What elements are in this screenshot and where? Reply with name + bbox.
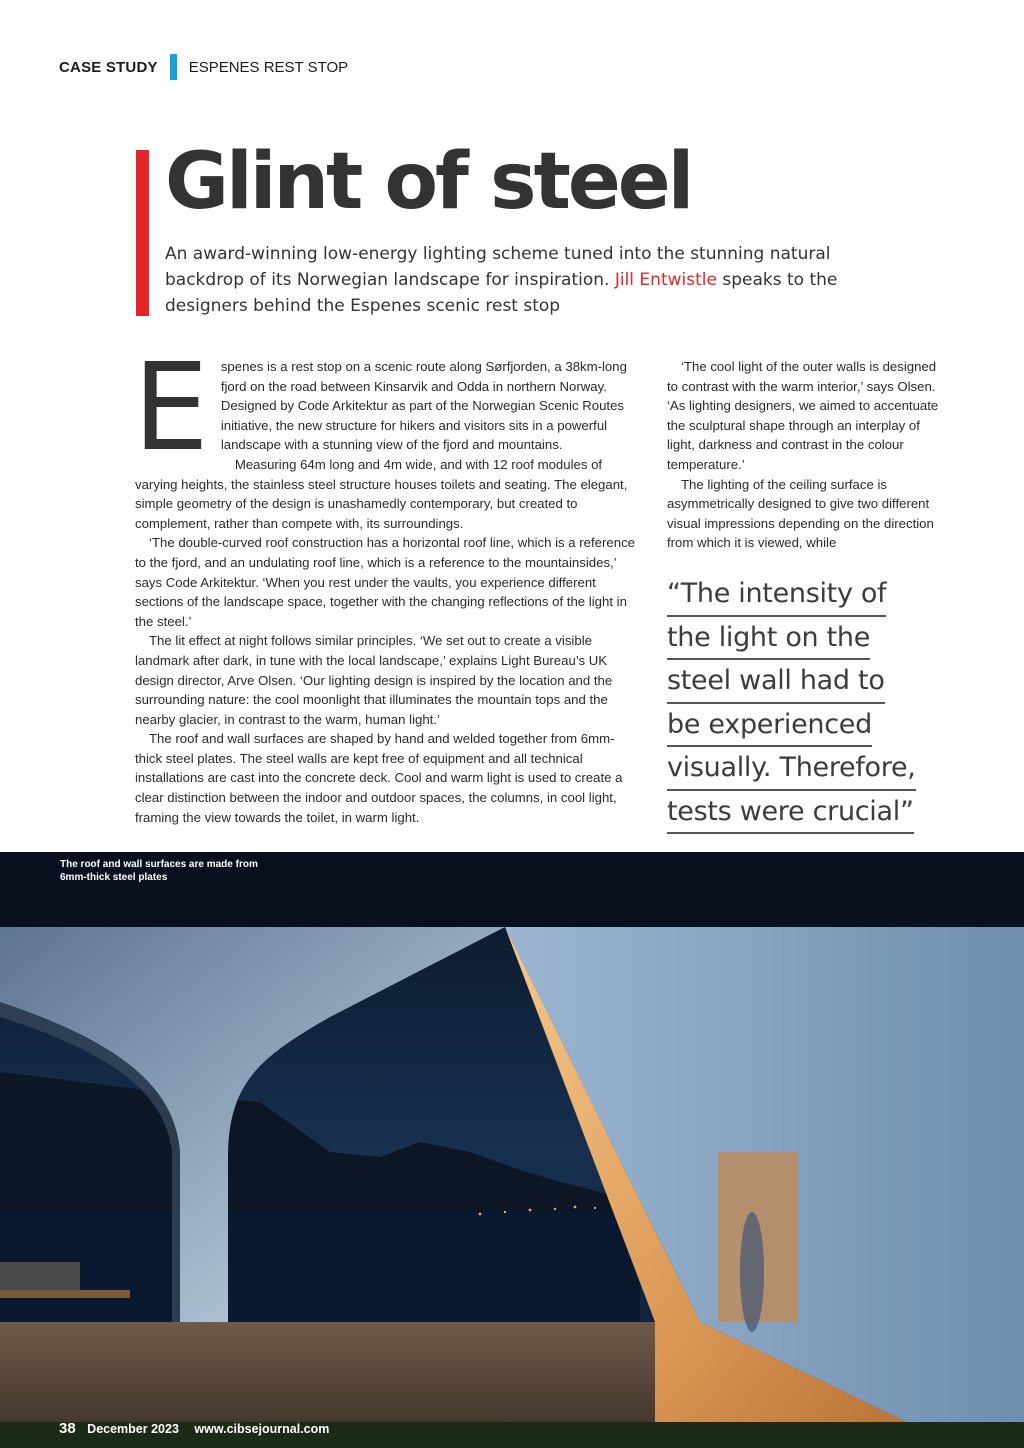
standfirst-text: An award-winning low-energy lighting scheme tuned into the stunning natural backdrop of its Norwegian landscape for inspiration.	[165, 244, 831, 290]
pull-quote-line: be experienced	[667, 704, 872, 748]
page-footer	[59, 1420, 329, 1437]
standfirst	[165, 241, 845, 319]
body-paragraph: Measuring 64m long and 4m wide, and with 12 roof modules of varying heights, the stainless steel structure houses toilets and seating. The elegant, simple geometry of the design is unashamedly contemporary, but created to complement, rather than compete with, its surroundings.	[135, 456, 628, 531]
body-column-2	[667, 357, 939, 553]
body-paragraph: The roof and wall surfaces are shaped by hand and welded together from 6mm-thick steel plates. The steel walls are kept free of equipment and all technical installations are cast into the concrete deck. Cool and warm light is used to create a clear distinction between the indoor and outdoor spaces, the columns, in cool light, framing the view towards the toilet, in warm light.	[135, 731, 623, 825]
drop-cap: E	[133, 339, 209, 478]
website-url[interactable]: www.cibsejournal.com	[194, 1422, 330, 1436]
pull-quote	[667, 573, 927, 834]
kicker-divider	[170, 54, 177, 80]
section-name: ESPENES REST STOP	[188, 58, 349, 76]
standfirst-suffix: speaks to the designers behind the Espenes scenic rest stop	[165, 270, 838, 316]
body-paragraph: The lighting of the ceiling surface is asymmetrically designed to give two different visual impressions depending on the direction from which it is viewed, while	[667, 476, 934, 551]
body-paragraph: The lit effect at night follows similar principles. ‘We set out to create a visible landmark after dark, in tune with the local landscape,’ explains Light Bureau’s UK design director, Arve Olsen. ‘Our lighting design is inspired by the location and the surrounding nature: the cool moonlight that illuminates the mountain tops and the nearby glacier, in contrast to the warm, human light.’	[135, 633, 613, 727]
pull-quote-line: steel wall had to	[667, 660, 885, 704]
title-accent-bar	[136, 150, 149, 316]
photo-caption: The roof and wall surfaces are made from 6mm-thick steel plates	[60, 859, 258, 883]
feature-photo	[0, 852, 1024, 1448]
body-paragraph	[133, 339, 640, 478]
body-paragraph: ‘The cool light of the outer walls is designed to contrast with the warm interior,’ says Olsen. ‘As lighting designers, we aimed to accentuate the sculptural shape through an interplay of light, darkness and contrast in the colour temperature.’	[667, 359, 939, 472]
body-column-1	[133, 339, 640, 827]
running-header	[59, 56, 348, 78]
issue-date: December 2023	[87, 1422, 179, 1436]
page-number: 38	[59, 1420, 76, 1437]
body-paragraph: ‘The double-curved roof construction has a horizontal roof line, which is a reference to the fjord, and an undulating roof line, which is a reference to the mountainsides,’ says Code Arkitektur. ‘When you rest under the vaults, you experience different sections of the landscape space, together with the changing reflections of the light in the steel.’	[135, 535, 635, 629]
pull-quote-line: the light on the	[667, 617, 870, 661]
author-name: Jill Entwistle	[614, 270, 717, 290]
article-title: Glint of steel	[165, 137, 692, 227]
rest-stop-night-photo	[0, 852, 1024, 1448]
pull-quote-line: visually. Therefore,	[667, 747, 916, 791]
paragraph-text: spenes is a rest stop on a scenic route along Sørfjorden, a 38km-long fjord on the road between Kinsarvik and Odda in northern Norway. Designed by Code Arkitektur as part of the Norwegian Scenic Routes initiative, the new structure for hikers and visitors sits in a powerful landscape with a stunning view of the fjord and mountains.	[220, 359, 627, 453]
pull-quote-line: tests were crucial”	[667, 791, 914, 835]
kicker: CASE STUDY	[59, 58, 158, 76]
pull-quote-line: “The intensity of	[667, 573, 886, 617]
